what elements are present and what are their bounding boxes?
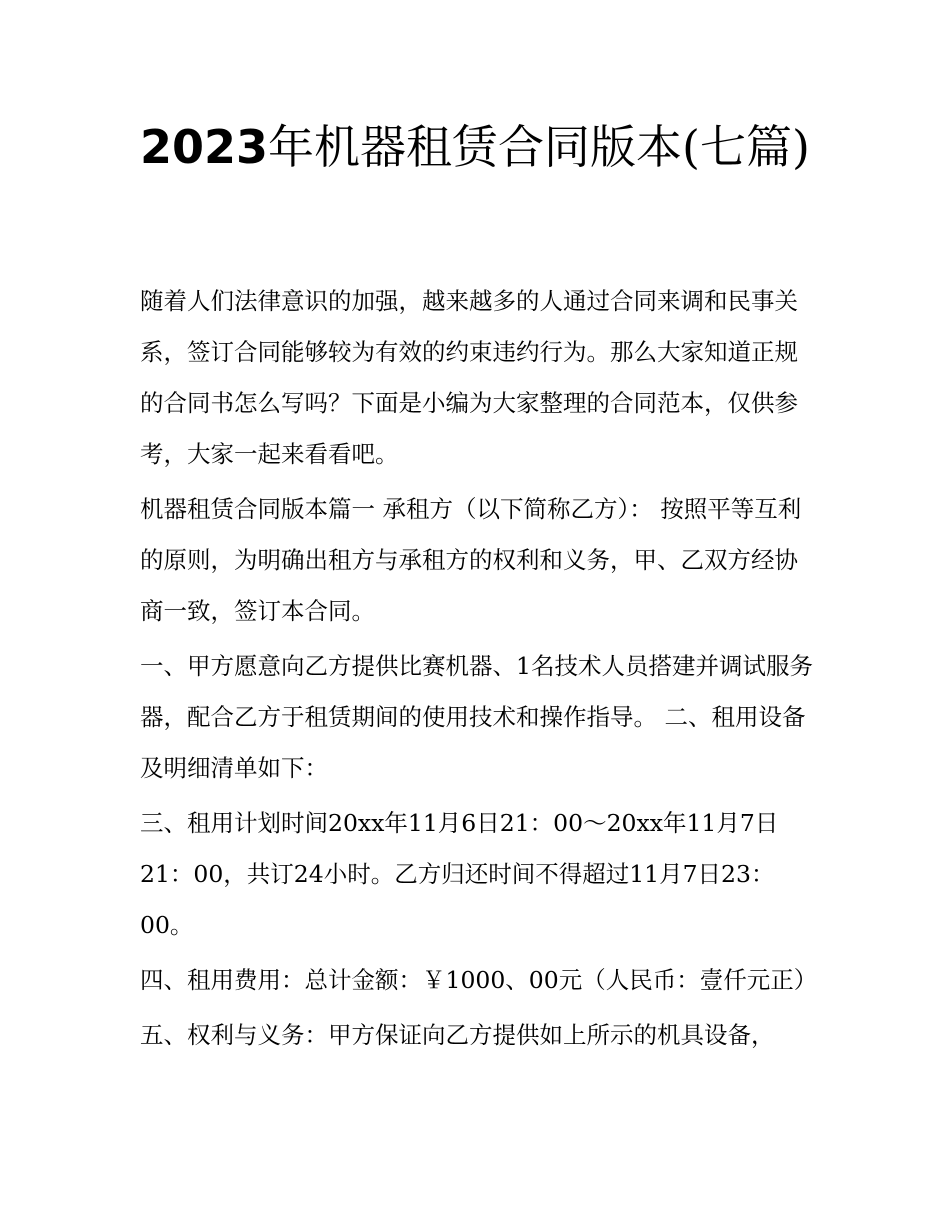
clause-four-paragraph: 四、租用费用：总计金额：￥1000、00元（人民币：壹仟元正） xyxy=(140,966,818,994)
intro-paragraph: 随着人们法律意识的加强，越来越多的人通过合同来调和民事关系，签订合同能够较为有效的约束违约行为。那么大家知道正规的合同书怎么写吗？下面是小编为大家整理的合同范本，仅供参考，大家一起来看看吧。 xyxy=(140,287,798,468)
contract-preamble-paragraph: 机器租赁合同版本篇一 承租方（以下简称乙方）： 按照平等互利的原则，为明确出租方与承租方的权利和义务，甲、乙双方经协商一致，签订本合同。 xyxy=(140,495,802,625)
title-text: 年机器租赁合同版本(七篇) xyxy=(268,120,810,174)
document-title xyxy=(140,110,820,185)
document-body xyxy=(140,276,818,1065)
clause-three-paragraph: 三、租用计划时间20xx年11月6日21：00～20xx年11月7日21：00，共订24小时。乙方归还时间不得超过11月7日23：00。 xyxy=(140,809,779,939)
clause-one-paragraph: 一、甲方愿意向乙方提供比赛机器、1名技术人员搭建并调试服务器，配合乙方于租赁期间的使用技术和操作指导。 二、租用设备及明细清单如下： xyxy=(140,652,813,782)
title-year: 2023 xyxy=(140,120,269,174)
clause-five-paragraph: 五、权利与义务：甲方保证向乙方提供如上所示的机具设备， xyxy=(140,1021,775,1049)
